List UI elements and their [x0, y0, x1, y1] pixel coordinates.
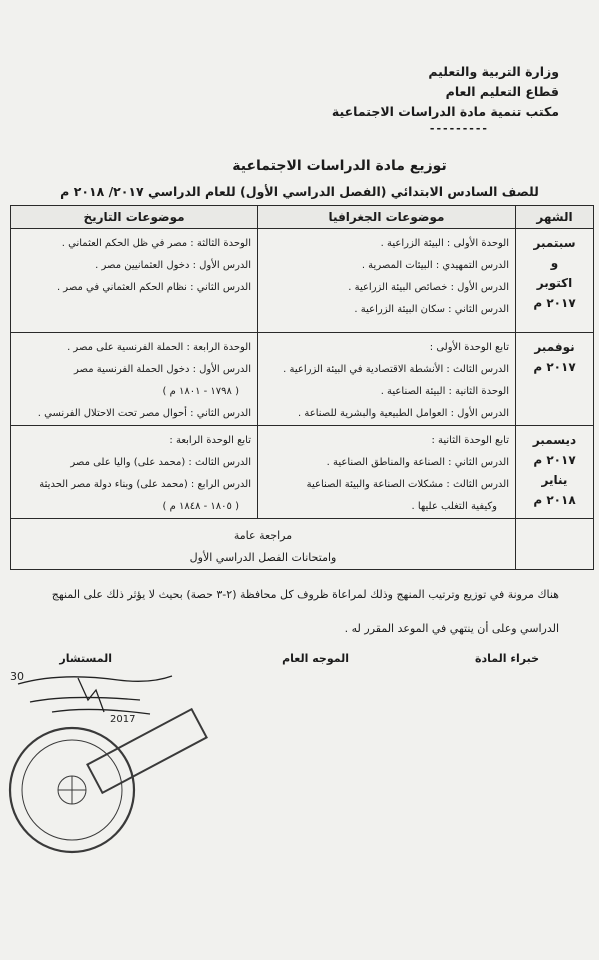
cell-line: الوحدة الأولى : البيئة الزراعية .	[380, 238, 509, 249]
cell-line: الدرس الثالث : مشكلات الصناعة والبيئة الصناعية	[306, 479, 509, 490]
header-geography: موضوعات الجغرافيا	[258, 206, 516, 229]
round-stamp	[10, 728, 134, 852]
cell-line: الدرس الأول : خصائص البيئة الزراعية .	[348, 282, 509, 293]
ministry-name: وزارة التربية والتعليم	[428, 64, 559, 79]
cell-line: الدرس الثاني : أحوال مصر تحت الاحتلال الفرنسي .	[37, 408, 251, 419]
cell-line: تابع الوحدة الثانية :	[431, 435, 509, 446]
cell-line: الدرس الثاني : سكان البيئة الزراعية .	[354, 304, 509, 315]
month-line: ديسمبر	[532, 433, 577, 447]
month-line: يناير	[541, 473, 568, 487]
note-line: الدراسي وعلى أن ينتهي في الموعد المقرر له .	[344, 622, 559, 635]
handwritten-day: 30	[10, 670, 24, 683]
month-line: و	[550, 256, 559, 270]
month-line: اكتوبر	[536, 276, 573, 290]
signature-supervisor: الموجه العام	[282, 652, 349, 665]
cell-line: الدرس الثاني : نظام الحكم العثماني في مصر .	[56, 282, 251, 293]
review-line: مراجعة عامة	[233, 529, 293, 542]
cell-line: الدرس الثالث : الأنشطة الاقتصادية في البيئة الزراعية .	[283, 364, 509, 375]
cell-line: تابع الوحدة الرابعة :	[169, 435, 251, 446]
cell-line: الدرس الأول : العوامل الطبيعية والبشرية للصناعة .	[298, 408, 509, 419]
cell-line: الدرس الأول : دخول الحملة الفرنسية مصر	[74, 364, 251, 375]
rectangular-stamp	[87, 709, 206, 793]
month-line: ٢٠١٧ م	[533, 360, 576, 374]
handwritten-year: 2017	[110, 714, 136, 725]
cell-line: الوحدة الرابعة : الحملة الفرنسية على مصر .	[67, 342, 251, 353]
header-history: موضوعات التاريخ	[11, 206, 258, 229]
note-line: هناك مرونة في توزيع وترتيب المنهج وذلك لمراعاة ظروف كل محافظة (٢-٣ حصة) بحيث لا يؤثر ذلك على المنهج	[51, 588, 559, 601]
document-title: توزيع مادة الدراسات الاجتماعية	[232, 158, 447, 174]
header-divider: ---------	[429, 122, 489, 135]
cell-line: الدرس الرابع : (محمد على) وبناء دولة مصر الحديثة	[39, 479, 251, 490]
cell-line: الدرس التمهيدي : البيئات المصرية .	[361, 260, 509, 271]
cell-line: الدرس الثالث : (محمد على) واليا على مصر	[70, 457, 251, 468]
signature-advisor: المستشار	[59, 652, 112, 665]
header-month: الشهر	[516, 206, 594, 229]
cell-line: الوحدة الثانية : البيئة الصناعية .	[380, 386, 509, 397]
review-line: وامتحانات الفصل الدراسي الأول	[189, 551, 337, 564]
month-line: سبتمبر	[533, 236, 576, 250]
sector-name: قطاع التعليم العام	[445, 84, 559, 99]
document-subtitle: للصف السادس الابتدائي (الفصل الدراسي الأول) للعام الدراسي ٢٠١٧/ ٢٠١٨ م	[60, 184, 539, 199]
cell-line: الوحدة الثالثة : مصر في ظل الحكم العثماني .	[61, 238, 251, 249]
cell-line: الدرس الأول : دخول العثمانيين مصر .	[95, 260, 251, 271]
cell-line: وكيفية التغلب عليها .	[411, 501, 497, 512]
month-line: ٢٠١٧ م	[533, 296, 576, 310]
handwritten-signature	[10, 670, 172, 725]
month-line: ٢٠١٧ م	[533, 453, 576, 467]
cell-line: ( ١٧٩٨ - ١٨٠١ م )	[162, 386, 239, 397]
month-line: نوفمبر	[534, 340, 575, 354]
office-name: مكتب تنمية مادة الدراسات الاجتماعية	[331, 104, 559, 119]
cell-line: الدرس الثاني : الصناعة والمناطق الصناعية .	[326, 457, 509, 468]
signature-experts: خبراء المادة	[474, 652, 539, 665]
cell-line: ( ١٨٠٥ - ١٨٤٨ م )	[162, 501, 239, 512]
month-line: ٢٠١٨ م	[533, 493, 576, 507]
cell-line: تابع الوحدة الأولى :	[429, 342, 509, 353]
